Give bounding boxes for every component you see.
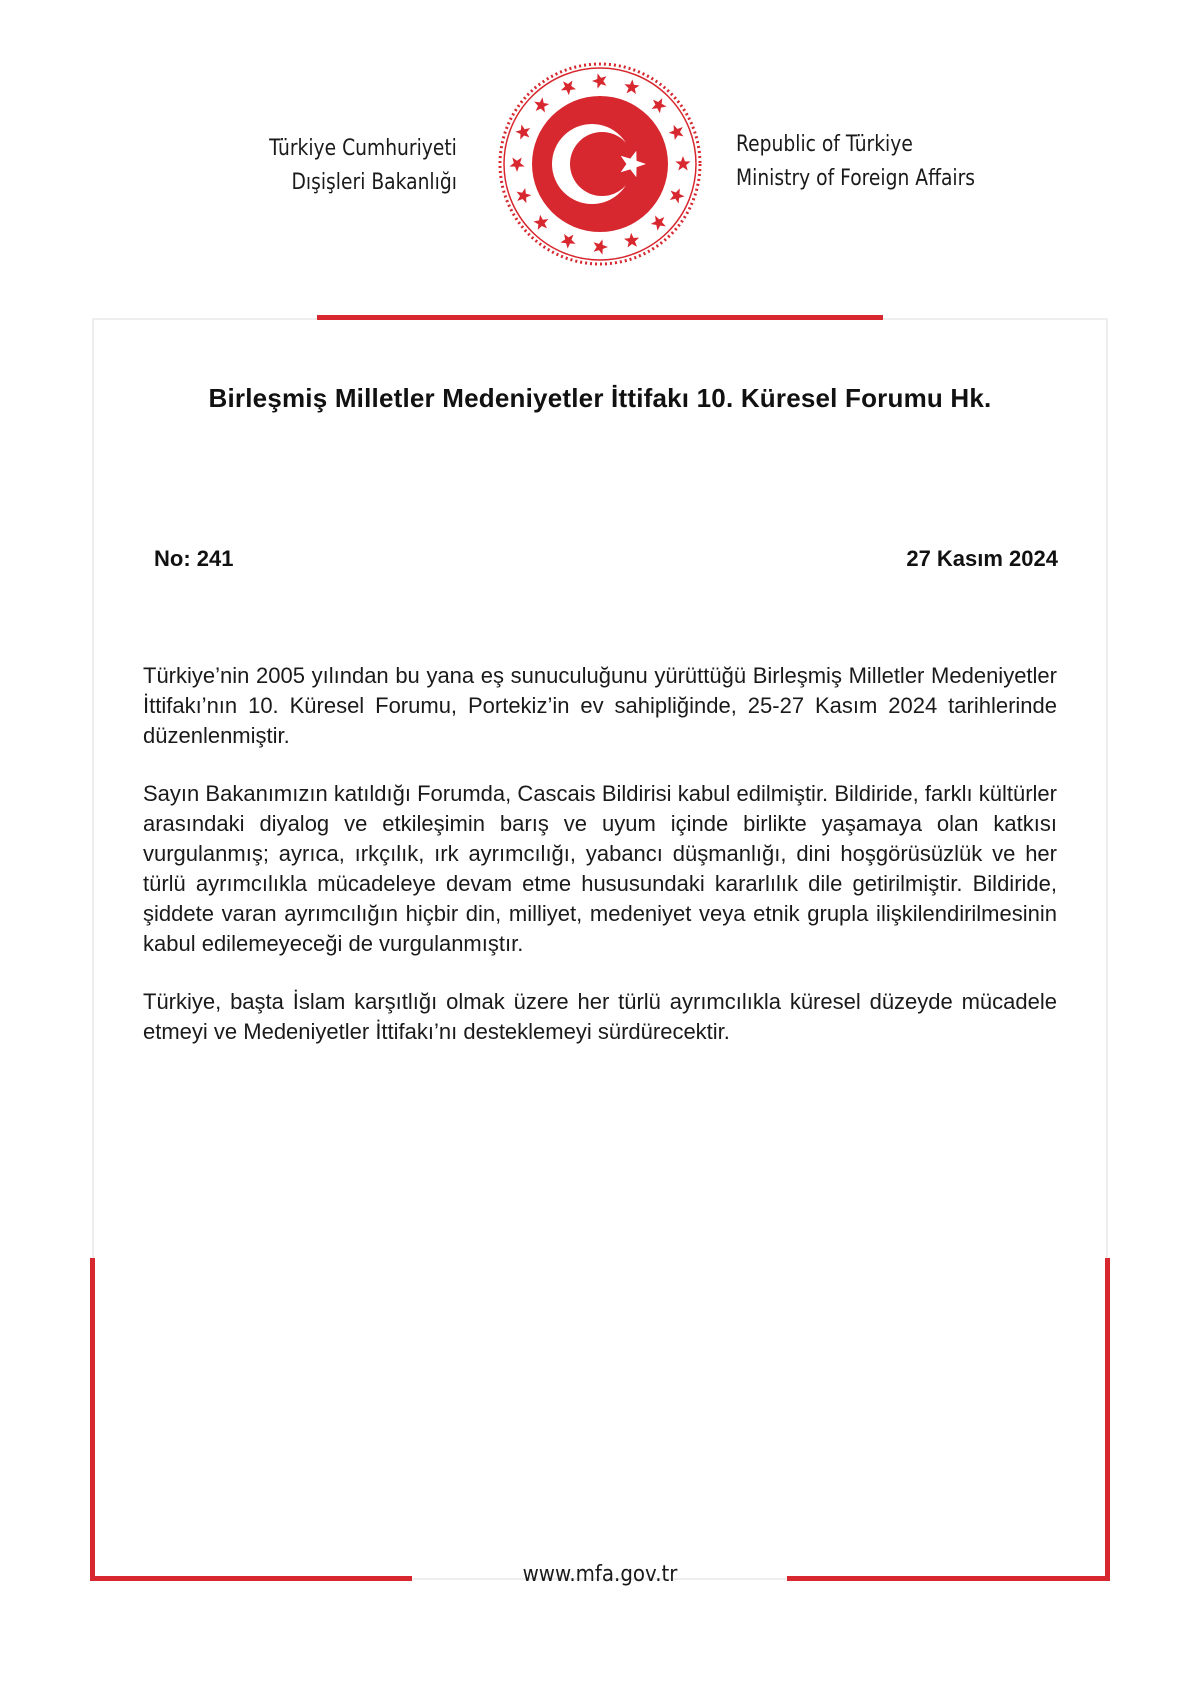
seal-star-icon (652, 98, 667, 113)
frame-top-accent (317, 315, 883, 320)
seal-star-icon (534, 97, 549, 112)
seal-star-icon (517, 188, 532, 203)
letterhead (0, 0, 1200, 280)
seal-star-icon (651, 216, 666, 231)
seal-star-icon (515, 124, 530, 139)
org-en-line-2: Ministry of Foreign Affairs (736, 166, 976, 191)
seal-star-icon (624, 79, 639, 94)
body-paragraph-1: Türkiye’nin 2005 yılından bu yana eş sunuculuğunu yürüttüğü Birleşmiş Milletler Medeniyetler İttifakı’nın 10. Küresel Forumu, Portekiz’in ev sahipliğinde, 25-27 Kasım 2024 tarihlerinde düzenlenmiştir. (143, 663, 1057, 748)
document-body (143, 661, 1057, 1075)
seal-star-icon (670, 188, 685, 203)
org-tr-line-1: Türkiye Cumhuriyeti (269, 136, 457, 161)
seal-star-icon (509, 158, 524, 172)
seal-star-icon (675, 156, 690, 170)
org-name-turkish (269, 132, 457, 200)
seal-star-icon (592, 73, 606, 88)
seal-star-icon (560, 234, 575, 249)
frame-bottom-right-accent-vertical (1105, 1258, 1110, 1580)
body-paragraph-2: Sayın Bakanımızın katıldığı Forumda, Cascais Bildirisi kabul edilmiştir. Bildiride, farklı kültürler arasındaki diyalog ve etkileşimin barış ve uyum içinde birlikte yaşamaya olan katkısı vurgulanmış; ayrıca, ırkçılık, ırk ayrımcılığı, yabancı düşmanlığı, dini hoşgörüsüzlük ve her türlü ayrımcılıkla mücadeleye devam etme hususundaki kararlılık dile getirilmiştir. Bildiride, şiddete varan ayrımcılığın hiçbir din, milliyet, medeniyet veya etnik grupla ilişkilendirilmesinin kabul edilemeyeceği de vurgulanmıştır. (143, 781, 1057, 956)
org-en-line-1: Republic of Türkiye (736, 132, 913, 157)
seal-star-icon (533, 215, 548, 230)
footer-website[interactable]: www.mfa.gov.tr (522, 1562, 678, 1587)
seal-star-icon (594, 239, 608, 254)
seal-star-icon (624, 233, 639, 248)
document-title: Birleşmiş Milletler Medeniyetler İttifakı 10. Küresel Forumu Hk. (208, 383, 992, 413)
org-name-english (736, 128, 975, 196)
org-tr-line-2: Dışişleri Bakanlığı (291, 170, 457, 195)
document-number: No: 241 (154, 546, 234, 571)
frame-bottom-left-accent-vertical (90, 1258, 95, 1580)
seal-star-icon (669, 125, 684, 140)
document-date: 27 Kasım 2024 (906, 546, 1058, 571)
body-paragraph-3: Türkiye, başta İslam karşıtlığı olmak üzere her türlü ayrımcılıkla küresel düzeyde mücadele etmeyi ve Medeniyetler İttifakı’nı desteklemeyi sürdürecektir. (143, 989, 1057, 1044)
star-crescent-seal-icon (496, 60, 704, 268)
seal-star-icon (561, 81, 576, 96)
